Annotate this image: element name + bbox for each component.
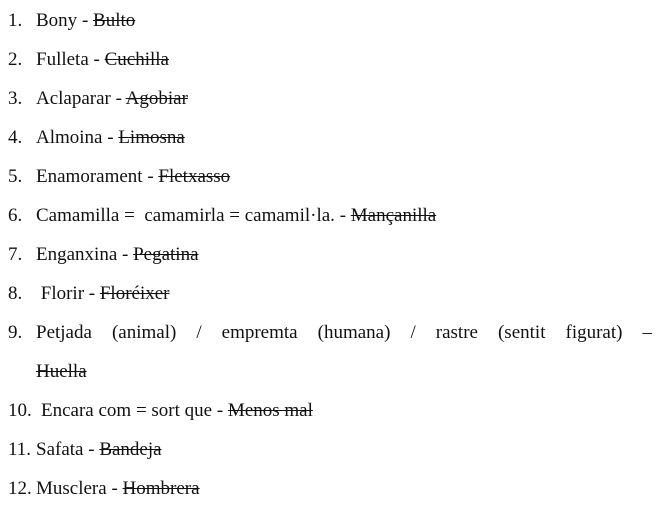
catalan-term: Enganxina — [36, 244, 118, 265]
struck-spanish-term: Cuchilla — [104, 49, 169, 70]
struck-spanish-term: Floréixer — [99, 283, 170, 304]
item-number: 12. — [8, 478, 32, 499]
struck-spanish-term: Agobiar — [125, 88, 188, 109]
catalan-term: Fulleta — [36, 49, 89, 70]
struck-spanish-term: Huella — [36, 361, 87, 382]
catalan-term: Musclera — [36, 478, 107, 499]
catalan-term: Petjada (animal) / empremta (humana) / rastre (sentit figurat) — [36, 322, 623, 343]
list-item — [8, 400, 652, 422]
list-item — [8, 127, 652, 149]
struck-spanish-term: Fletxasso — [158, 166, 231, 187]
separator: - — [110, 88, 126, 109]
list-item — [8, 439, 652, 461]
list-item — [8, 322, 652, 382]
separator: - — [83, 439, 100, 460]
item-number: 3. — [8, 88, 23, 109]
separator: - — [117, 244, 134, 265]
item-number: 9. — [8, 322, 23, 343]
catalan-term: Safata — [36, 439, 84, 460]
separator: - — [334, 205, 351, 226]
item-number: 4. — [8, 127, 23, 148]
struck-spanish-term: Bulto — [93, 10, 136, 31]
item-number: 7. — [8, 244, 23, 265]
separator: - — [142, 166, 159, 187]
struck-spanish-term: Pegatina — [133, 244, 199, 265]
list-item — [8, 88, 652, 110]
list-item — [8, 49, 652, 71]
separator: - — [77, 10, 94, 31]
catalan-term: Enamorament — [36, 166, 143, 187]
item-first-line — [8, 322, 652, 344]
separator: - — [102, 127, 119, 148]
item-number: 1. — [8, 10, 23, 31]
list-item — [8, 244, 652, 266]
separator: - — [106, 478, 123, 499]
item-number: 5. — [8, 166, 23, 187]
catalan-term: Florir — [36, 283, 85, 304]
catalan-term: Camamilla = camamirla = camamil·la. — [36, 205, 335, 226]
struck-spanish-term: Mançanilla — [350, 205, 437, 226]
item-number: 8. — [8, 283, 23, 304]
separator: - — [84, 283, 100, 304]
list-item — [8, 283, 652, 305]
list-item — [8, 205, 652, 227]
separator: - — [88, 49, 105, 70]
catalan-term: Aclaparar — [36, 88, 111, 109]
item-number: 11. — [8, 439, 32, 460]
catalan-term: Almoina — [36, 127, 103, 148]
struck-spanish-term: Bandeja — [99, 439, 162, 460]
struck-spanish-term: Menos mal — [227, 400, 313, 421]
separator: - — [212, 400, 228, 421]
item-number: 2. — [8, 49, 23, 70]
item-number: 10. — [8, 400, 32, 421]
catalan-term: Encara com = sort que — [41, 400, 213, 421]
list-item — [8, 166, 652, 188]
struck-spanish-term: Limosna — [118, 127, 185, 148]
catalan-term: Bony — [36, 10, 78, 31]
item-number: 6. — [8, 205, 23, 226]
list-item — [8, 10, 652, 32]
separator: – — [622, 322, 652, 343]
struck-spanish-term: Hombrera — [122, 478, 200, 499]
list-item — [8, 478, 652, 500]
